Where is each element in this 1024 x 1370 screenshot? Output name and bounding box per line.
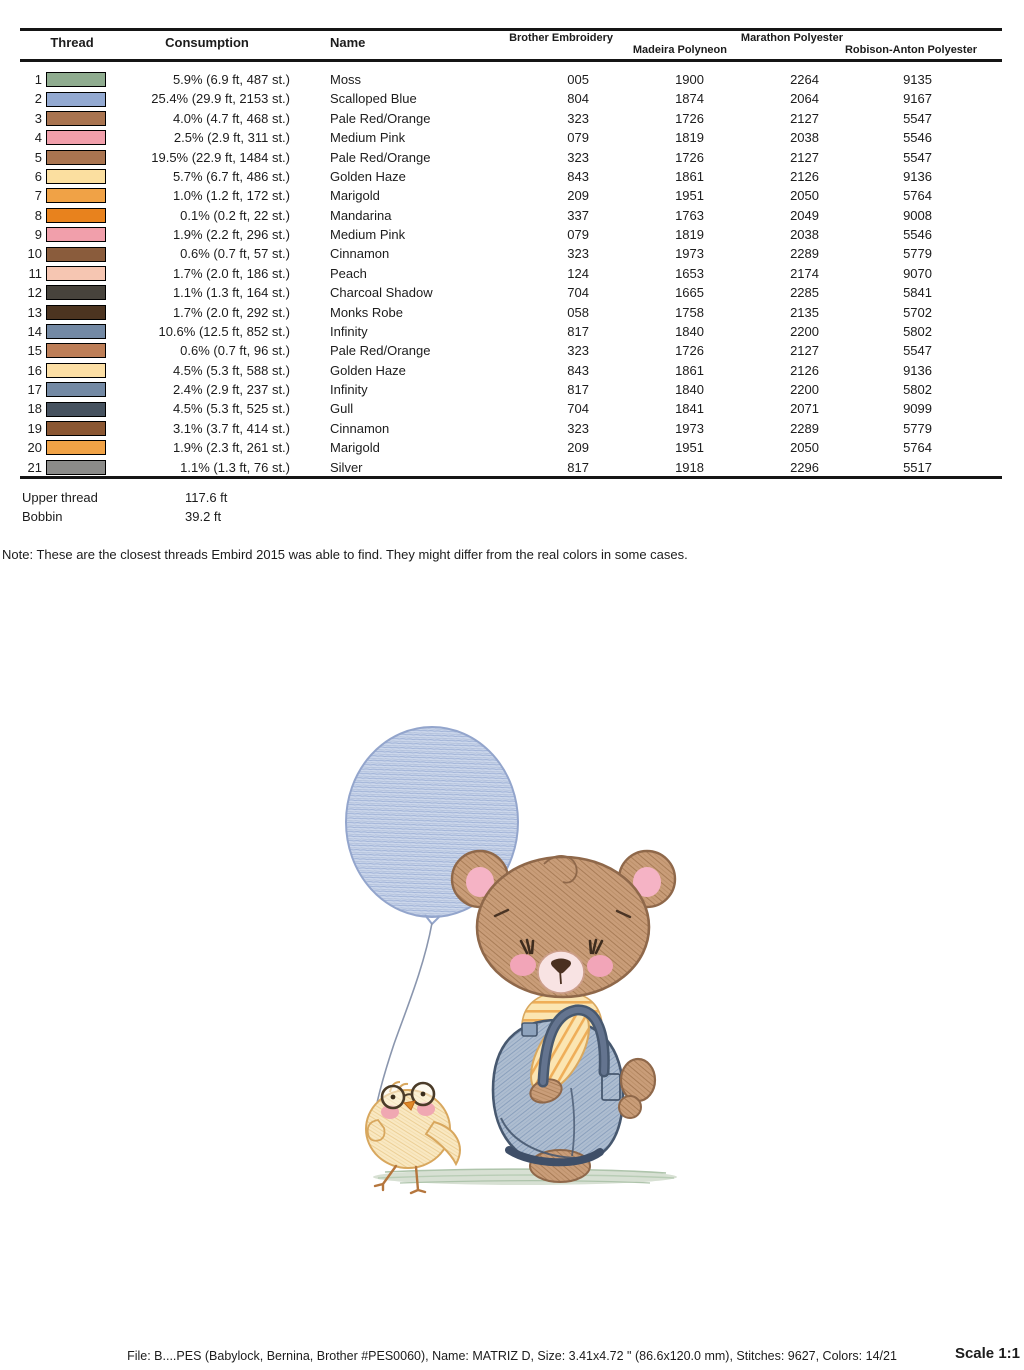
thread-consumption: 1.1% (1.3 ft, 76 st.) (180, 459, 290, 475)
file-info: File: B....PES (Babylock, Bernina, Brother #PES0060), Name: MATRIZ D, Size: 3.41x4.72 " (86.6x120.0 mm), Stitches: 9627, Colors: 14/21 (127, 1349, 897, 1363)
thread-brother-number: 817 (567, 382, 589, 397)
thread-color-name: Gull (330, 401, 354, 417)
thread-color-swatch (46, 227, 106, 242)
thread-madeira-number: 1861 (675, 168, 704, 184)
thread-marathon-number: 2038 (790, 130, 819, 146)
thread-color-name: Moss (330, 72, 362, 87)
bobbin-label: Bobbin (22, 509, 63, 524)
thread-table-row (20, 206, 1002, 225)
thread-row-number: 17 (27, 382, 42, 397)
thread-consumption: 25.4% (29.9 ft, 2153 st.) (151, 91, 290, 107)
column-header-brother: Brother Embroidery (509, 32, 613, 44)
thread-robison-number: 9099 (903, 401, 932, 417)
column-header-marathon: Marathon Polyester (740, 32, 843, 44)
thread-consumption: 10.6% (12.5 ft, 852 st.) (158, 323, 290, 339)
bear (452, 851, 675, 1182)
thread-marathon-number: 2289 (790, 420, 819, 436)
thread-table-row (20, 167, 1002, 186)
thread-madeira-number: 1861 (675, 362, 704, 378)
thread-consumption: 1.9% (2.3 ft, 261 st.) (172, 440, 290, 456)
thread-table-row (20, 458, 1002, 477)
thread-consumption: 0.1% (0.2 ft, 22 st.) (180, 207, 290, 223)
thread-marathon-number: 2135 (790, 304, 819, 320)
thread-color-name: Infinity (330, 323, 368, 339)
chick-eye (421, 1092, 426, 1097)
thread-color-swatch (46, 92, 106, 107)
thread-color-name: Infinity (330, 382, 368, 397)
thread-brother-number: 817 (567, 323, 589, 339)
thread-color-swatch (46, 169, 106, 184)
thread-table-row (20, 186, 1002, 205)
thread-consumption: 4.5% (5.3 ft, 588 st.) (172, 362, 290, 378)
thread-marathon-number: 2064 (790, 91, 819, 107)
thread-consumption: 1.0% (1.2 ft, 172 st.) (172, 188, 290, 204)
thread-row-number: 5 (34, 149, 42, 165)
thread-marathon-number: 2049 (790, 207, 819, 223)
thread-robison-number: 9136 (903, 362, 932, 378)
thread-row-number: 3 (34, 110, 42, 126)
thread-robison-number: 5546 (903, 227, 932, 242)
thread-marathon-number: 2174 (790, 265, 819, 281)
thread-madeira-number: 1763 (675, 207, 704, 223)
thread-robison-number: 9008 (903, 207, 932, 223)
thread-marathon-number: 2200 (790, 323, 819, 339)
upper-thread-value: 117.6 ft (185, 490, 228, 505)
overalls-buckle (522, 1023, 537, 1036)
thread-row-number: 13 (27, 304, 42, 320)
thread-table-row (20, 380, 1002, 399)
thread-madeira-number: 1758 (675, 304, 704, 320)
thread-row-number: 9 (34, 227, 42, 242)
thread-brother-number: 323 (567, 110, 589, 126)
thread-color-swatch (46, 440, 106, 455)
thread-color-swatch (46, 72, 106, 87)
thread-row-number: 8 (34, 207, 42, 223)
thread-brother-number: 817 (567, 459, 589, 475)
thread-brother-number: 209 (567, 440, 589, 456)
thread-row-number: 19 (27, 420, 42, 436)
thread-consumption: 4.0% (4.7 ft, 468 st.) (172, 110, 290, 126)
thread-color-name: Silver (330, 459, 363, 475)
thread-madeira-number: 1726 (675, 110, 704, 126)
thread-color-swatch (46, 285, 106, 300)
table-header-rule (20, 59, 1002, 62)
thread-consumption: 0.6% (0.7 ft, 57 st.) (180, 246, 290, 262)
thread-row-number: 14 (27, 323, 42, 339)
table-top-rule (20, 28, 1002, 31)
thread-consumption: 1.7% (2.0 ft, 292 st.) (172, 304, 290, 320)
thread-madeira-number: 1973 (675, 420, 704, 436)
bobbin-value: 39.2 ft (185, 509, 222, 524)
thread-color-swatch (46, 460, 106, 475)
thread-color-name: Golden Haze (330, 168, 406, 184)
thread-madeira-number: 1819 (675, 227, 704, 242)
thread-marathon-number: 2038 (790, 227, 819, 242)
thread-marathon-number: 2296 (790, 459, 819, 475)
thread-table-row (20, 438, 1002, 457)
thread-brother-number: 209 (567, 188, 589, 204)
thread-color-swatch (46, 130, 106, 145)
thread-consumption: 3.1% (3.7 ft, 414 st.) (172, 420, 290, 436)
thread-brother-number: 323 (567, 246, 589, 262)
thread-table-row (20, 264, 1002, 283)
thread-color-name: Marigold (330, 440, 380, 456)
thread-brother-number: 005 (567, 72, 589, 87)
thread-marathon-number: 2050 (790, 440, 819, 456)
thread-row-number: 2 (34, 91, 42, 107)
thread-color-name: Pale Red/Orange (330, 110, 431, 126)
thread-marathon-number: 2200 (790, 382, 819, 397)
column-header-consumption: Consumption (165, 35, 249, 50)
thread-brother-number: 843 (567, 362, 589, 378)
thread-robison-number: 5779 (903, 246, 932, 262)
thread-robison-number: 5841 (903, 285, 932, 301)
thread-madeira-number: 1653 (675, 265, 704, 281)
thread-row-number: 16 (27, 362, 42, 378)
thread-robison-number: 9167 (903, 91, 932, 107)
thread-row-number: 15 (27, 343, 42, 359)
thread-madeira-number: 1951 (675, 188, 704, 204)
thread-table-row (20, 244, 1002, 263)
thread-table-row (20, 225, 1002, 244)
thread-marathon-number: 2127 (790, 343, 819, 359)
thread-marathon-number: 2050 (790, 188, 819, 204)
thread-marathon-number: 2127 (790, 149, 819, 165)
thread-robison-number: 9070 (903, 265, 932, 281)
thread-madeira-number: 1665 (675, 285, 704, 301)
thread-color-swatch (46, 343, 106, 358)
thread-brother-number: 079 (567, 130, 589, 146)
thread-color-name: Cinnamon (330, 246, 390, 262)
thread-madeira-number: 1973 (675, 246, 704, 262)
thread-robison-number: 9135 (903, 72, 932, 87)
ground-shadow (373, 1169, 677, 1185)
thread-madeira-number: 1841 (675, 401, 704, 417)
thread-madeira-number: 1726 (675, 149, 704, 165)
thread-color-swatch (46, 421, 106, 436)
thread-madeira-number: 1840 (675, 382, 704, 397)
thread-color-name: Pale Red/Orange (330, 149, 431, 165)
thread-color-name: Golden Haze (330, 362, 406, 378)
thread-marathon-number: 2126 (790, 168, 819, 184)
thread-robison-number: 5547 (903, 149, 932, 165)
thread-consumption: 4.5% (5.3 ft, 525 st.) (172, 401, 290, 417)
thread-robison-number: 5779 (903, 420, 932, 436)
thread-row-number: 18 (27, 401, 42, 417)
thread-consumption: 1.7% (2.0 ft, 186 st.) (172, 265, 290, 281)
overalls-pocket (602, 1074, 620, 1100)
thread-row-number: 7 (34, 188, 42, 204)
thread-marathon-number: 2127 (790, 110, 819, 126)
thread-robison-number: 5802 (903, 323, 932, 339)
thread-color-swatch (46, 150, 106, 165)
thread-color-swatch (46, 402, 106, 417)
thread-robison-number: 5702 (903, 304, 932, 320)
thread-row-number: 11 (28, 265, 42, 281)
thread-table-row (20, 128, 1002, 147)
closest-threads-note: Note: These are the closest threads Embird 2015 was able to find. They might differ from the real colors in some cases. (2, 547, 688, 562)
thread-color-name: Marigold (330, 188, 380, 204)
thread-brother-number: 323 (567, 149, 589, 165)
thread-color-name: Monks Robe (330, 304, 403, 320)
thread-consumption: 1.9% (2.2 ft, 296 st.) (172, 227, 290, 242)
thread-table-row (20, 148, 1002, 167)
chick-eye (391, 1095, 396, 1100)
bear-arm (621, 1059, 655, 1101)
thread-table-row (20, 109, 1002, 128)
thread-table-row (20, 419, 1002, 438)
thread-brother-number: 337 (567, 207, 589, 223)
thread-robison-number: 5546 (903, 130, 932, 146)
thread-brother-number: 058 (567, 304, 589, 320)
upper-thread-label: Upper thread (22, 490, 98, 505)
thread-color-swatch (46, 363, 106, 378)
thread-brother-number: 843 (567, 168, 589, 184)
thread-brother-number: 804 (567, 91, 589, 107)
thread-color-name: Charcoal Shadow (330, 285, 433, 301)
thread-madeira-number: 1951 (675, 440, 704, 456)
thread-madeira-number: 1918 (675, 459, 704, 475)
thread-color-name: Scalloped Blue (330, 91, 417, 107)
thread-row-number: 10 (27, 246, 42, 262)
thread-color-swatch (46, 382, 106, 397)
thread-consumption: 5.9% (6.9 ft, 487 st.) (172, 72, 290, 87)
thread-madeira-number: 1840 (675, 323, 704, 339)
scale-label: Scale 1:1 (947, 1345, 1020, 1362)
thread-robison-number: 5547 (903, 343, 932, 359)
thread-color-name: Mandarina (330, 207, 392, 223)
thread-color-swatch (46, 305, 106, 320)
bear-cheek (510, 954, 536, 976)
thread-color-swatch (46, 247, 106, 262)
column-header-robison: Robison-Anton Polyester (844, 44, 977, 56)
thread-table-row (20, 89, 1002, 108)
thread-row-number: 1 (34, 72, 42, 87)
column-header-name: Name (330, 35, 366, 50)
thread-color-name: Medium Pink (330, 130, 406, 146)
thread-color-swatch (46, 266, 106, 281)
column-header-madeira: Madeira Polyneon (632, 44, 727, 56)
thread-robison-number: 9136 (903, 168, 932, 184)
thread-table-row (20, 361, 1002, 380)
thread-brother-number: 704 (567, 285, 589, 301)
thread-robison-number: 5764 (903, 188, 932, 204)
thread-row-number: 20 (27, 440, 42, 456)
table-bottom-rule (20, 476, 1002, 479)
thread-madeira-number: 1874 (675, 91, 704, 107)
thread-color-name: Pale Red/Orange (330, 343, 431, 359)
thread-madeira-number: 1819 (675, 130, 704, 146)
thread-color-swatch (46, 111, 106, 126)
thread-brother-number: 323 (567, 343, 589, 359)
design-preview (330, 722, 710, 1202)
thread-marathon-number: 2289 (790, 246, 819, 262)
thread-table-row (20, 399, 1002, 418)
thread-marathon-number: 2126 (790, 362, 819, 378)
thread-consumption: 2.5% (2.9 ft, 311 st.) (173, 130, 290, 146)
thread-row-number: 12 (27, 285, 42, 301)
thread-table-row (20, 303, 1002, 322)
thread-color-swatch (46, 324, 106, 339)
thread-madeira-number: 1900 (675, 72, 704, 87)
thread-consumption: 5.7% (6.7 ft, 486 st.) (172, 168, 290, 184)
thread-marathon-number: 2264 (790, 72, 819, 87)
thread-consumption: 0.6% (0.7 ft, 96 st.) (180, 343, 290, 359)
thread-color-name: Medium Pink (330, 227, 406, 242)
thread-robison-number: 5764 (903, 440, 932, 456)
thread-row-number: 6 (34, 168, 42, 184)
thread-brother-number: 704 (567, 401, 589, 417)
thread-brother-number: 323 (567, 420, 589, 436)
thread-table-rows (20, 70, 1002, 477)
thread-table-row (20, 341, 1002, 360)
thread-color-name: Cinnamon (330, 420, 390, 436)
thread-consumption: 2.4% (2.9 ft, 237 st.) (172, 382, 290, 397)
thread-brother-number: 124 (567, 265, 589, 281)
thread-color-swatch (46, 188, 106, 203)
thread-madeira-number: 1726 (675, 343, 704, 359)
thread-color-swatch (46, 208, 106, 223)
column-header-thread: Thread (50, 35, 94, 50)
thread-brother-number: 079 (567, 227, 589, 242)
thread-row-number: 4 (34, 130, 42, 146)
thread-color-name: Peach (330, 265, 367, 281)
thread-robison-number: 5547 (903, 110, 932, 126)
thread-row-number: 21 (27, 459, 42, 475)
bear-cheek (587, 955, 613, 977)
thread-consumption: 1.1% (1.3 ft, 164 st.) (172, 285, 290, 301)
thread-robison-number: 5802 (903, 382, 932, 397)
thread-marathon-number: 2071 (790, 401, 819, 417)
thread-consumption: 19.5% (22.9 ft, 1484 st.) (151, 149, 290, 165)
thread-robison-number: 5517 (903, 459, 932, 475)
thread-table-row (20, 322, 1002, 341)
thread-marathon-number: 2285 (790, 285, 819, 301)
thread-table-row (20, 70, 1002, 89)
thread-table-row (20, 283, 1002, 302)
